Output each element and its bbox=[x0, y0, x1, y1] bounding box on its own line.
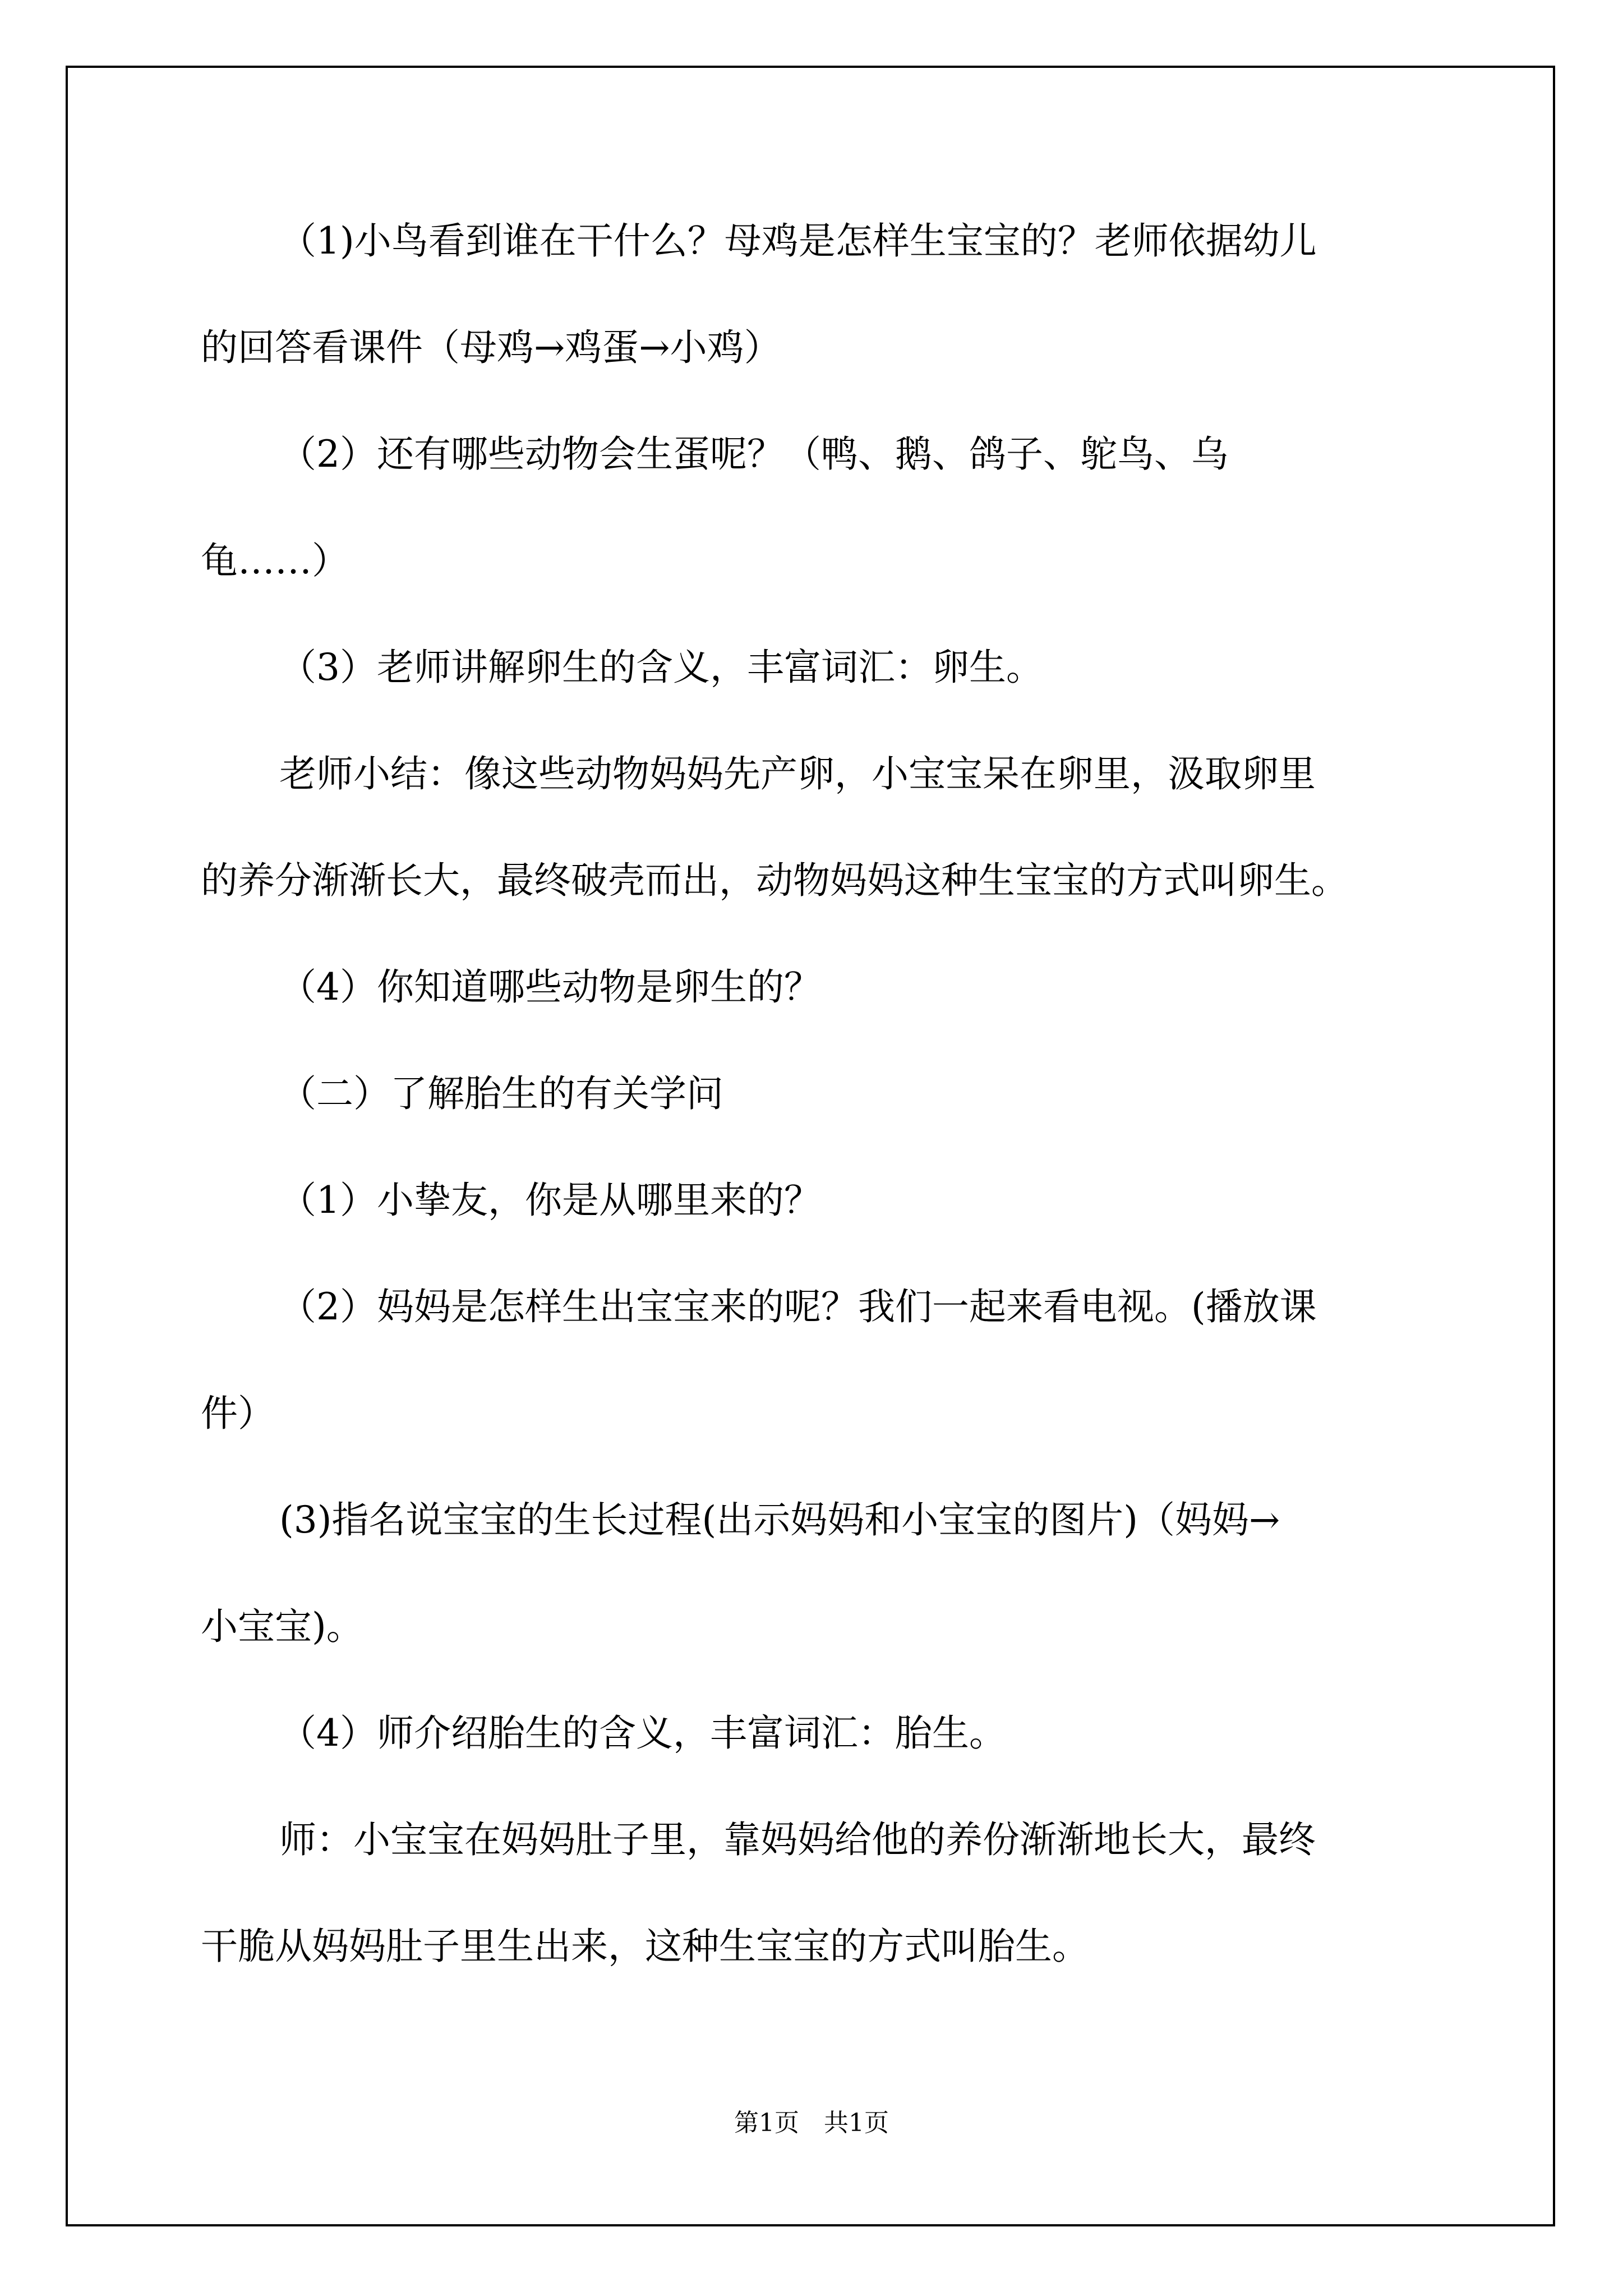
paragraph-line: （4）师介绍胎生的含义，丰富词汇：胎生。 bbox=[279, 1711, 1006, 1755]
paragraph-line: 师：小宝宝在妈妈肚子里，靠妈妈给他的养份渐渐地长大，最终 bbox=[279, 1818, 1316, 1861]
paragraph-line: （4）你知道哪些动物是卵生的？ bbox=[279, 965, 821, 1009]
paragraph-line: （1)小鸟看到谁在干什么？母鸡是怎样生宝宝的？老师依据幼儿 bbox=[279, 219, 1317, 263]
paragraph-line: 的养分渐渐长大，最终破壳而出，动物妈妈这种生宝宝的方式叫卵生。 bbox=[201, 859, 1348, 902]
page-border bbox=[66, 66, 1555, 2226]
page-number-footer: 第1页 共1页 bbox=[734, 2109, 889, 2137]
section-heading: （二）了解胎生的有关学问 bbox=[279, 1072, 723, 1115]
paragraph-line: 老师小结：像这些动物妈妈先产卵，小宝宝呆在卵里，汲取卵里 bbox=[279, 752, 1316, 795]
paragraph-line: （1）小挚友，你是从哪里来的？ bbox=[279, 1179, 821, 1222]
paragraph-line: （3）老师讲解卵生的含义，丰富词汇：卵生。 bbox=[279, 646, 1043, 689]
paragraph-line: （2）还有哪些动物会生蛋呢？（鸭、鹅、鸽子、鸵鸟、乌 bbox=[279, 432, 1228, 476]
paragraph-line: 件） bbox=[201, 1392, 275, 1435]
paragraph-line: 干脆从妈妈肚子里生出来，这种生宝宝的方式叫胎生。 bbox=[201, 1925, 1089, 1968]
paragraph-line: （2）妈妈是怎样生出宝宝来的呢？我们一起来看电视。(播放课 bbox=[279, 1285, 1317, 1328]
paragraph-line: (3)指名说宝宝的生长过程(出示妈妈和小宝宝的图片)（妈妈→ bbox=[279, 1498, 1280, 1542]
paragraph-line: 小宝宝)。 bbox=[201, 1605, 363, 1648]
paragraph-line: 龟……） bbox=[201, 539, 349, 582]
paragraph-line: 的回答看课件（母鸡→鸡蛋→小鸡） bbox=[201, 326, 781, 369]
